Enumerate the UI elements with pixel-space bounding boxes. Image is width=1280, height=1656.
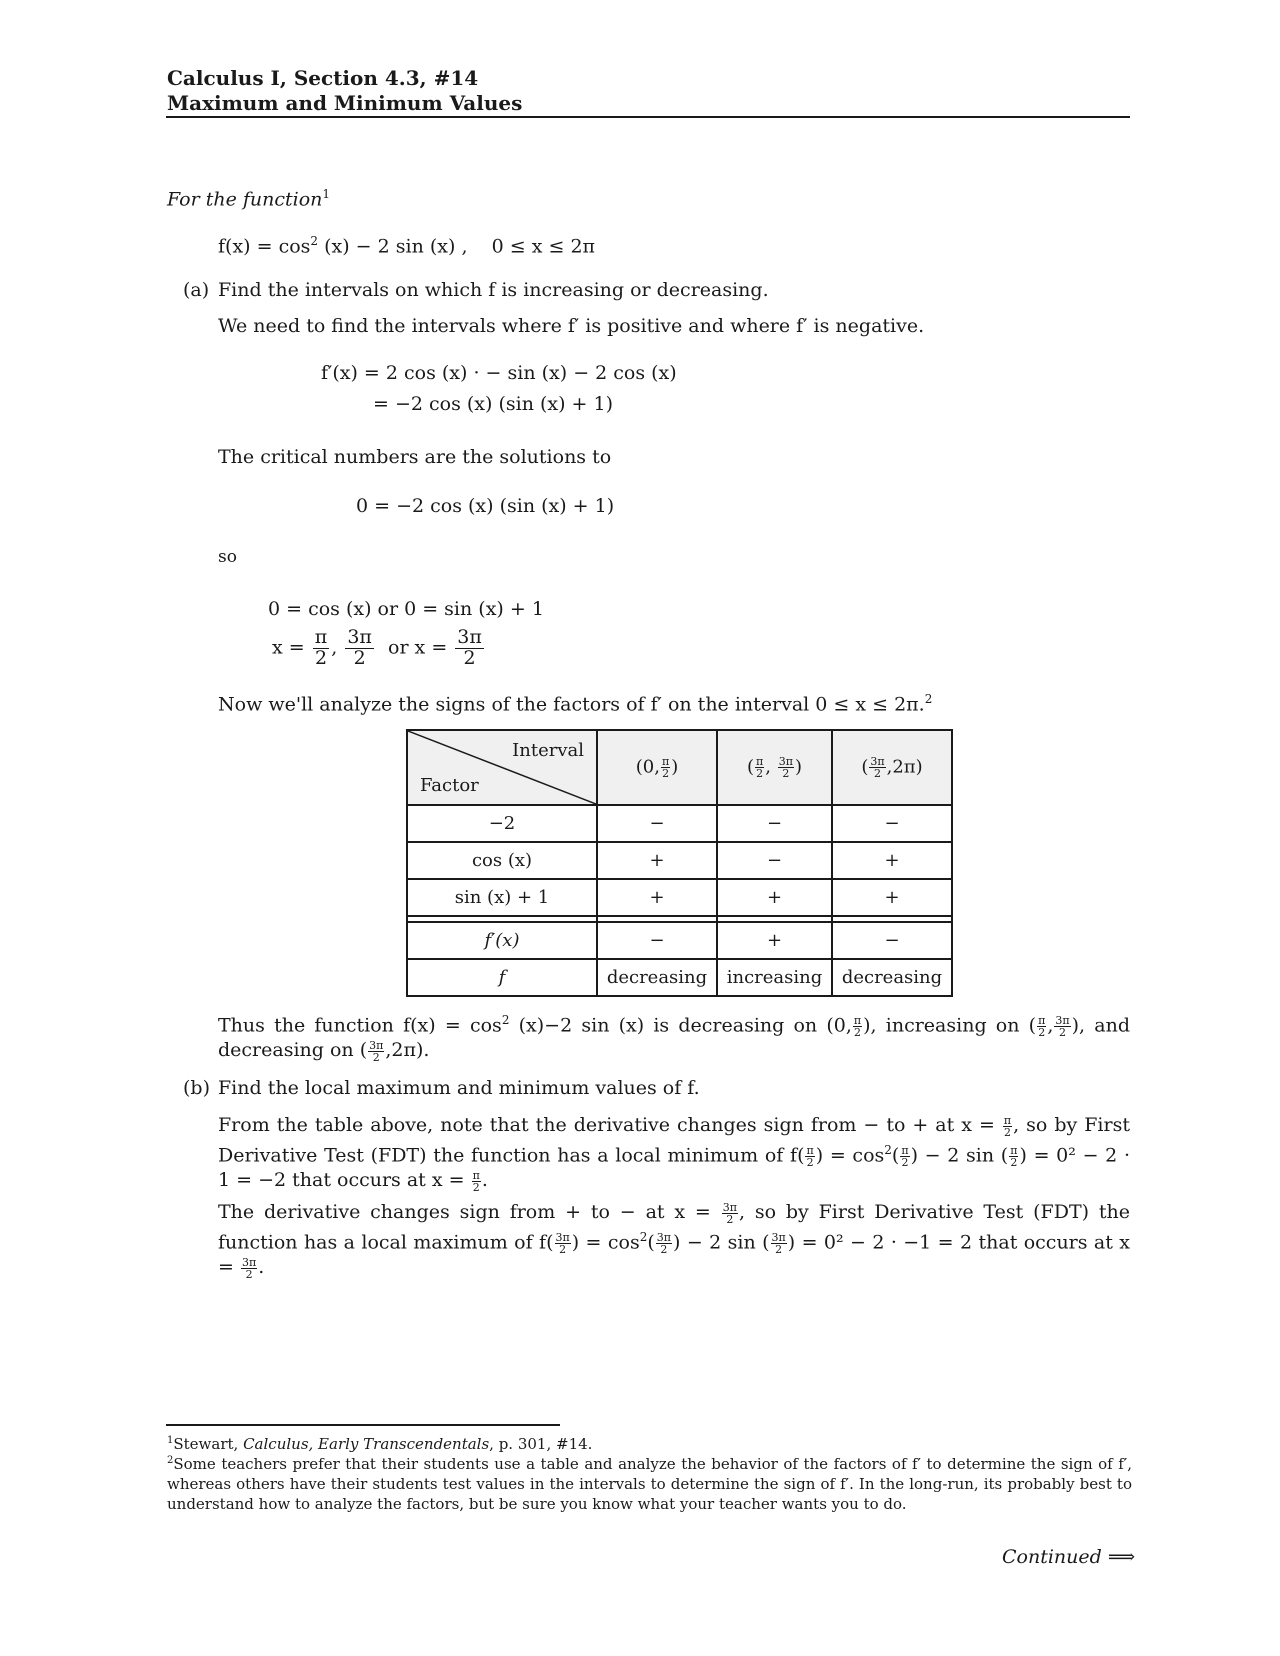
solve-line-2: x = $\frac{\pi}{2}$ , $\frac{3\pi}{2}$ or x = $\frac{3\pi}{2}$ xyxy=(272,626,482,669)
right-arrow-icon: ⟹ xyxy=(1107,1546,1136,1568)
solve-line-1: 0 = cos (x) or 0 = sin (x) + 1 xyxy=(268,598,544,620)
footnote-ref-2: 2 xyxy=(924,692,933,706)
critical-text: The critical numbers are the solutions to xyxy=(218,446,612,468)
table-row xyxy=(407,922,952,959)
derivative-line-2: = −2 cos (x) (sin (x) + 1) xyxy=(373,393,614,415)
interval-header-2: ( $\frac{\pi}{2}$ , $\frac{3\pi}{2}$ ) xyxy=(717,730,832,805)
part-b-label: (b) xyxy=(183,1077,210,1099)
behavior-cell: decreasing xyxy=(597,959,717,996)
footnote-2: $^2$Some teachers prefer that their students use a table and analyze the behavior of the factors of f′ to determine the sign of f′, whereas others have their students test values in the intervals to determine the sign of f′. In the long-run, its probably best to understand how to analyze the factors, but be sure you know what your teacher wants you to do. xyxy=(167,1455,1132,1513)
table-corner-cell xyxy=(407,730,597,805)
sign-cell: + xyxy=(597,842,717,879)
header-rule xyxy=(166,116,1130,118)
factor-cell: cos (x) xyxy=(407,842,597,879)
page-header-title: Calculus I, Section 4.3, #14 xyxy=(167,66,479,90)
interval-header-1: (0, $\frac{\pi}{2}$ ) xyxy=(597,730,717,805)
local-maximum-paragraph: The derivative changes sign from + to − at x = $\frac{3\pi}{2}$ , so by First Derivative Test (FDT) the function has a local maximum of f( $\frac{3\pi}{2}$ ) = $\cos^2$( $\frac{3\pi}{2}$ ) − 2 sin ( $\frac{3\pi}{2}$ ) = 0² − 2 · −1 = 2 that occurs at x = $\frac{3\pi}{2}$ . xyxy=(218,1200,1131,1281)
behavior-cell: decreasing xyxy=(832,959,952,996)
footnote-rule xyxy=(166,1424,560,1426)
part-a-question: Find the intervals on which f is increasing or decreasing. xyxy=(218,279,769,301)
sign-cell: + xyxy=(717,922,832,959)
factor-cell: sin (x) + 1 xyxy=(407,879,597,916)
factor-cell: f′(x) xyxy=(407,922,597,959)
sign-cell: + xyxy=(597,879,717,916)
table-row xyxy=(407,959,952,996)
part-a-label: (a) xyxy=(183,279,210,301)
table-row xyxy=(407,879,952,916)
interval-header-3: ( $\frac{3\pi}{2}$ ,2π) xyxy=(832,730,952,805)
derivative-line-1: f′(x) = 2 cos (x) · − sin (x) − 2 cos (x) xyxy=(321,362,677,384)
footnote-1: $^1$Stewart, Calculus, Early Transcendentals, p. 301, #14. xyxy=(167,1435,593,1453)
sign-cell: + xyxy=(832,842,952,879)
so-text: so xyxy=(218,547,237,567)
function-definition: $f(x) = \cos^2 (x) - 2$ sin (x) , 0 ≤ x ≤ 2π xyxy=(218,234,596,258)
part-a-lead: We need to find the intervals where f′ is positive and where f′ is negative. xyxy=(218,315,925,337)
sign-cell: − xyxy=(597,922,717,959)
factor-cell: f xyxy=(407,959,597,996)
table-row xyxy=(407,805,952,842)
corner-interval-label: Interval xyxy=(512,740,584,761)
table-header-row xyxy=(407,730,952,805)
analyze-text: Now we'll analyze the signs of the factors of f′ on the interval 0 ≤ x ≤ 2π.$^2$ xyxy=(218,692,933,716)
footnote-ref-1: 1 xyxy=(322,187,331,201)
sign-cell: + xyxy=(717,879,832,916)
part-b-question: Find the local maximum and minimum values of f. xyxy=(218,1077,700,1099)
corner-factor-label: Factor xyxy=(420,775,479,796)
critical-equation: 0 = −2 cos (x) (sin (x) + 1) xyxy=(356,495,615,517)
intro-text: For the function$^1$ xyxy=(167,187,331,211)
sign-cell: − xyxy=(717,842,832,879)
continued-label: Continued ⟹ xyxy=(1002,1546,1136,1568)
behavior-cell: increasing xyxy=(717,959,832,996)
conclusion-a: Thus the function $f(x) = \cos^2 (x)-2$ sin (x) is decreasing on (0, $\frac{\pi}{2}$ ), increasing on ( $\frac{\pi}{2}$ , $\frac{3\pi}{2}$ ), and decreasing on ( $\frac{3\pi}{2}$ ,2π). xyxy=(218,1013,1130,1064)
sign-cell: + xyxy=(832,879,952,916)
factor-cell: −2 xyxy=(407,805,597,842)
sign-cell: − xyxy=(597,805,717,842)
sign-cell: − xyxy=(832,805,952,842)
local-minimum-paragraph: From the table above, note that the derivative changes sign from − to + at x = $\frac{\pi}{2}$ , so by First Derivative Test (FDT) the function has a local minimum of f( $\frac{\pi}{2}$ ) = $\cos^2$( $\frac{\pi}{2}$ ) − 2 sin ( $\frac{\pi}{2}$ ) = 0² − 2 · 1 = −2 that occurs at x = $\frac{\pi}{2}$ . xyxy=(218,1113,1130,1194)
page-header-subtitle: Maximum and Minimum Values xyxy=(167,91,523,115)
sign-cell: − xyxy=(832,922,952,959)
sign-table xyxy=(406,729,953,997)
table-row xyxy=(407,842,952,879)
sign-cell: − xyxy=(717,805,832,842)
